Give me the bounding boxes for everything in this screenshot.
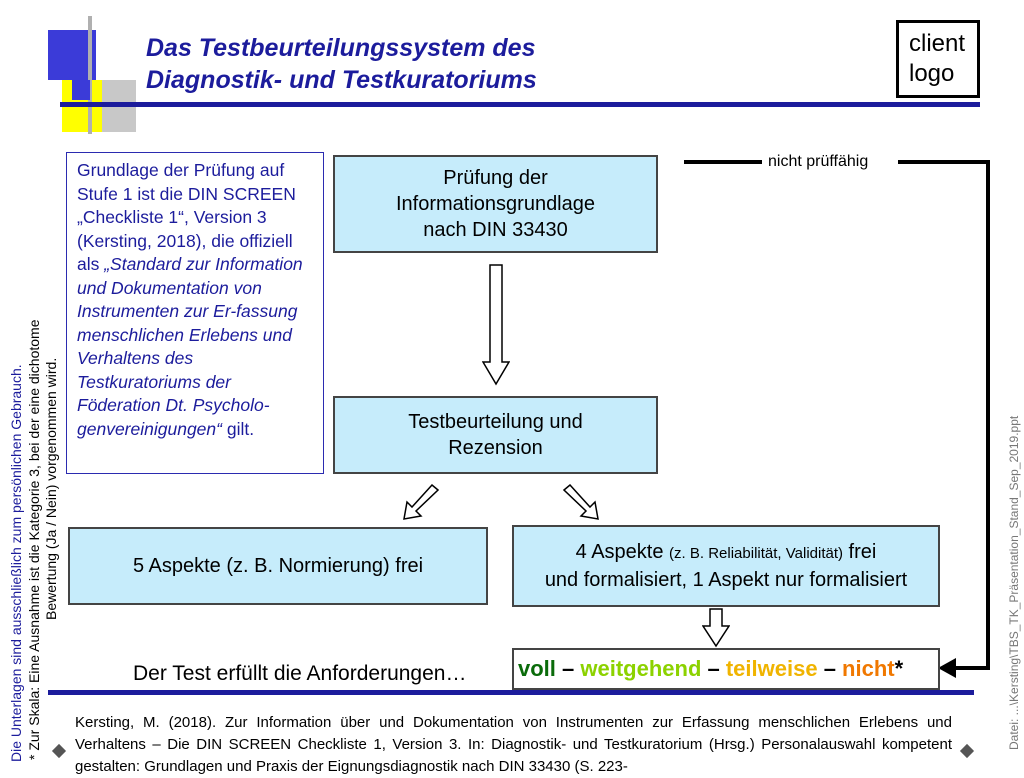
box1-line-2: Informationsgrundlage <box>395 193 595 215</box>
rating-weitgehend: weitgehend <box>580 656 702 681</box>
deco-diamond-right <box>960 744 974 758</box>
box4-small: (z. B. Reliabilität, Validität) <box>669 545 843 562</box>
deco-diamond-left <box>52 744 66 758</box>
bottom-rule <box>48 690 974 695</box>
logo-line-1: client <box>909 30 966 57</box>
arrow-diagonal-right <box>560 484 600 520</box>
basis-note-italic: „Standard zur Information und Dokumentation von Instrumenten zur Er-fassung menschlichen Erlebens und Verhaltens des Testkuratoriums der Föderation Dt. Psycholo-genvereinigungen“ <box>77 254 303 439</box>
arrow-down-1 <box>482 264 510 386</box>
box-information-check <box>333 155 658 253</box>
box1-line-3: nach DIN 33430 <box>423 219 568 241</box>
rating-dash-3: – <box>817 656 843 681</box>
feedback-line-vertical <box>986 160 990 670</box>
feedback-line-bottom <box>952 666 990 670</box>
logo-line-2: logo <box>909 60 955 87</box>
rating-scale <box>512 648 940 690</box>
rating-teilweise: teilweise <box>725 656 818 681</box>
feedback-arrowhead <box>938 658 956 678</box>
title-line-2: Diagnostik- und Testkuratoriums <box>146 66 537 94</box>
box3-text: 5 Aspekte (z. B. Normierung) frei <box>132 555 424 577</box>
rating-nicht: nicht <box>842 656 895 681</box>
box-five-aspects <box>68 527 488 605</box>
title-line-1: Das Testbeurteilungssystem des <box>146 34 536 62</box>
box4-part-b: frei <box>843 541 877 563</box>
file-path: Datei: ...\Kersting\TBS_TK_Präsentation_Stand_Sep_2019.ppt <box>1007 415 1021 750</box>
rating-voll: voll <box>518 656 556 681</box>
box4-line-2: und formalisiert, 1 Aspekt nur formalisiert <box>544 569 908 591</box>
arrow-down-2 <box>702 608 730 648</box>
usage-note: Die Unterlagen sind ausschließlich zum persönlichen Gebrauch. <box>8 364 24 762</box>
requirements-label: Der Test erfüllt die Anforderungen… <box>133 662 467 685</box>
page-title <box>146 32 537 96</box>
feedback-line-top-right <box>898 160 990 164</box>
box4-part-a: 4 Aspekte <box>575 541 670 563</box>
feedback-line-top-left <box>684 160 762 164</box>
box1-line-1: Prüfung der <box>443 167 548 189</box>
box2-line-1: Testbeurteilung und <box>408 411 583 433</box>
citation: Kersting, M. (2018). Zur Information über und Dokumentation von Instrumenten zur Erfassung menschlichen Erlebens und Verhaltens – Die DIN SCREEN Checkliste 1, Version 3. In: Diagnostik- und Testkuratorium (Hrsg.) Personalauswahl kompetent gestalten: Grundlagen und Praxis der Eignungsdiagnostik nach DIN 33430 (S. 223- <box>75 714 952 775</box>
rating-star: * <box>894 656 904 681</box>
scale-note-line-1: * Zur Skala: Eine Ausnahme ist die Kategorie 3, bei der eine dichotome <box>26 319 42 760</box>
basis-note-plain: Grundlage der Prüfung auf Stufe 1 ist die DIN SCREEN „Checkliste 1“, Version 3 (Kersting, 2018), die offiziell als <box>77 160 296 274</box>
box-four-aspects <box>512 525 940 607</box>
box-test-review <box>333 396 658 474</box>
arrow-diagonal-left <box>402 484 442 520</box>
deco-square-blue-small <box>72 80 90 100</box>
box2-line-2: Rezension <box>448 437 543 459</box>
deco-vertical-line <box>88 16 92 134</box>
scale-note-line-2: Bewertung (Ja / Nein) vorgenommen wird. <box>43 357 59 620</box>
rating-dash-2: – <box>701 656 726 681</box>
client-logo <box>896 20 980 98</box>
nicht-prueffaehig-label: nicht prüffähig <box>768 153 869 170</box>
basis-note <box>66 152 324 474</box>
title-rule <box>60 102 980 107</box>
basis-note-tail: gilt. <box>221 418 255 439</box>
rating-dash-1: – <box>555 656 581 681</box>
